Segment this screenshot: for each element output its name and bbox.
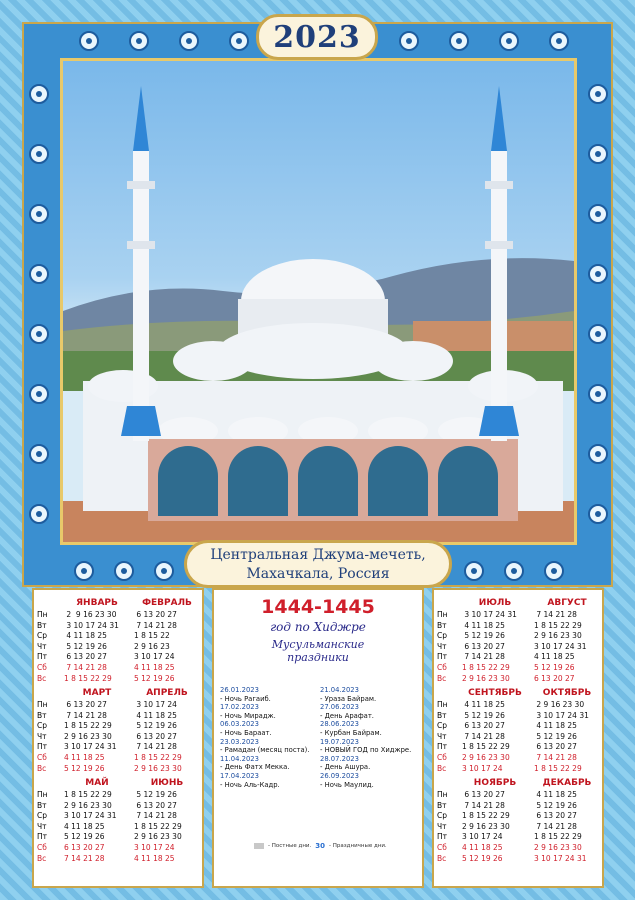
day-name: Ср — [437, 721, 447, 731]
week-row: 1 8 15 22 29 — [462, 811, 510, 821]
week-row: 1 8 15 22 29 — [64, 790, 112, 799]
arched-window — [158, 446, 218, 516]
week-row: 6 13 20 27 — [134, 731, 177, 741]
month-name: МАЙ — [85, 778, 109, 788]
week-row: 6 13 20 27 — [534, 811, 577, 821]
mosque-illustration — [63, 61, 574, 542]
ornament-icon — [29, 324, 49, 344]
week-row: 7 14 21 28 — [534, 821, 577, 831]
side-dome-right — [373, 341, 453, 381]
week-row: 3 10 17 24 31 — [534, 641, 587, 651]
month-name: АВГУСТ — [547, 598, 587, 608]
ornament-icon — [114, 561, 134, 581]
week-row: 7 14 21 28 — [534, 752, 577, 762]
day-name: Ср — [437, 631, 447, 641]
week-row: 7 14 21 28 — [534, 610, 577, 619]
ornament-icon — [154, 561, 174, 581]
ornament-icon — [29, 144, 49, 164]
week-row: 5 12 19 26 — [134, 790, 177, 799]
day-name: Чт — [37, 821, 47, 831]
arched-window — [368, 446, 428, 516]
week-row: 4 11 18 25 — [64, 631, 107, 641]
week-row: 4 11 18 25 — [134, 853, 175, 863]
day-name: Сб — [37, 842, 47, 852]
day-name: Пт — [437, 832, 448, 842]
day-name: Вс — [37, 673, 47, 683]
week-row: 2 9 16 23 30 — [462, 821, 510, 831]
ornament-icon — [588, 444, 608, 464]
week-row: 7 14 21 28 — [462, 731, 505, 741]
caption-line-1: Центральная Джума-мечеть, — [210, 547, 426, 563]
day-name: Пн — [37, 790, 48, 799]
day-name: Вт — [37, 710, 47, 720]
holiday-date: 26.01.2023 — [220, 686, 259, 694]
day-names — [437, 790, 463, 864]
week-row: 6 13 20 27 — [64, 700, 107, 709]
ornament-icon — [588, 144, 608, 164]
holiday-name: - Ночь Бараат. — [220, 728, 272, 737]
side-dome-left — [173, 341, 253, 381]
week-row: 2 9 16 23 30 — [534, 631, 582, 641]
day-names — [37, 610, 63, 684]
holiday-name: - День Ашура. — [320, 763, 371, 772]
caption-line-2: Махачкала, Россия — [246, 566, 390, 582]
week-row: 1 8 15 22 29 — [64, 721, 112, 731]
day-name: Пт — [37, 832, 48, 842]
week-row: 6 13 20 27 — [134, 610, 177, 619]
holiday-date: 17.02.2023 — [220, 703, 259, 712]
month-september — [462, 686, 528, 774]
ornament-row-top-left — [64, 30, 264, 52]
arched-window — [228, 446, 288, 516]
day-name: Сб — [437, 752, 447, 762]
quarter-4 — [434, 596, 602, 682]
week-row: 7 14 21 28 — [134, 620, 177, 630]
ornament-icon — [504, 561, 524, 581]
month-may — [64, 776, 130, 864]
holiday-date: 11.04.2023 — [220, 754, 259, 763]
calendar-panel-left — [32, 588, 204, 888]
day-name: Пн — [37, 610, 48, 619]
week-row: 4 11 18 25 — [462, 620, 505, 630]
week-row: 3 10 17 24 — [134, 652, 175, 662]
day-name: Вт — [437, 800, 447, 810]
mosque-photo — [60, 58, 577, 545]
ornament-row-bottom-left — [64, 560, 184, 582]
holiday-date: 17.04.2023 — [220, 771, 259, 780]
day-name: Вс — [437, 853, 447, 863]
day-name: Сб — [37, 662, 47, 672]
holidays-heading-line-1: Мусульманские — [271, 638, 365, 651]
week-row: 7 14 21 28 — [64, 662, 107, 672]
day-name: Вс — [437, 763, 447, 773]
week-row: 3 10 17 24 31 — [534, 853, 587, 863]
holiday-name: - Ночь Аль-Кадр. — [220, 780, 280, 789]
week-row: 3 10 17 24 — [134, 842, 175, 852]
minaret-balcony — [127, 181, 155, 189]
week-row: 4 11 18 25 — [462, 842, 503, 852]
week-row: 5 12 19 26 — [462, 631, 505, 641]
week-row: 2 9 16 23 30 — [534, 700, 585, 709]
day-name: Пт — [437, 652, 448, 662]
legend — [254, 842, 387, 850]
ornament-row-top-right — [384, 30, 584, 52]
week-row: 4 11 18 25 — [64, 752, 105, 762]
hijri-subtitle: год по Хиджре — [270, 620, 366, 634]
week-row: 6 13 20 27 — [64, 652, 107, 662]
holidays-column-1 — [220, 686, 320, 789]
week-row: 3 10 17 24 — [462, 832, 503, 842]
month-name: ДЕКАБРЬ — [542, 778, 592, 788]
week-row: 5 12 19 26 — [134, 673, 175, 683]
quarter-2 — [34, 686, 202, 772]
ornament-column-left — [28, 64, 50, 544]
week-row: 1 8 15 22 29 — [462, 662, 510, 672]
week-row: 1 8 15 22 — [134, 631, 170, 641]
legend-holidays: - Праздничные дни. — [329, 843, 387, 849]
day-names — [37, 700, 63, 774]
ornament-icon — [229, 31, 249, 51]
day-name: Сб — [37, 752, 47, 762]
week-row: 3 10 17 24 31 — [64, 742, 117, 752]
week-row: 6 13 20 27 — [462, 721, 505, 731]
ornament-icon — [399, 31, 419, 51]
week-row: 4 11 18 25 — [534, 790, 577, 799]
ornament-icon — [499, 31, 519, 51]
holiday-name: - Ночь Мирадж. — [220, 711, 276, 720]
holiday-name: - День Арафат. — [320, 711, 374, 720]
week-row: 5 12 19 26 — [134, 721, 177, 731]
week-row: 7 14 21 28 — [64, 853, 105, 863]
holiday-date: 21.04.2023 — [320, 686, 359, 694]
day-name: Ср — [437, 811, 447, 821]
holiday-date: 06.03.2023 — [220, 720, 259, 729]
month-june — [134, 776, 200, 864]
week-row: 3 10 17 24 31 — [64, 811, 117, 821]
hijri-years: 1444-1445 — [261, 596, 375, 618]
ornament-icon — [588, 84, 608, 104]
ornament-icon — [588, 264, 608, 284]
holiday-name: - Ураза Байрам. — [320, 694, 377, 703]
day-name: Чт — [437, 731, 447, 741]
week-row: 2 9 16 23 30 — [462, 673, 510, 683]
ornament-icon — [588, 384, 608, 404]
minaret-base — [121, 406, 161, 436]
quarter-5 — [434, 686, 602, 772]
day-name: Вс — [37, 763, 47, 773]
minaret-right-spire — [491, 86, 507, 151]
arched-window — [438, 446, 498, 516]
minaret-left-spire — [133, 86, 149, 151]
week-row: 4 11 18 25 — [64, 821, 105, 831]
week-row: 1 8 15 22 29 — [462, 742, 510, 752]
week-row: 1 8 15 22 29 — [64, 673, 112, 683]
month-july — [462, 596, 528, 684]
day-name: Вт — [37, 620, 47, 630]
holiday-date: 19.07.2023 — [320, 737, 359, 746]
ornament-icon — [79, 31, 99, 51]
ornament-icon — [29, 84, 49, 104]
week-row: 7 14 21 28 — [134, 811, 177, 821]
holiday-name: - Ночь Рагаиб. — [220, 694, 271, 703]
ornament-icon — [29, 204, 49, 224]
holidays-heading — [214, 638, 422, 664]
holiday-name: - Рамадан (месяц поста). — [220, 746, 310, 755]
day-names — [37, 790, 63, 864]
photo-caption — [184, 540, 452, 588]
quarter-6 — [434, 776, 602, 862]
week-row: 5 12 19 26 — [64, 763, 105, 773]
week-row: 1 8 15 22 29 — [134, 821, 182, 831]
week-row: 6 13 20 27 — [462, 790, 505, 799]
ornament-icon — [449, 31, 469, 51]
ornament-icon — [29, 444, 49, 464]
minaret-balcony — [485, 241, 513, 249]
day-name: Пн — [37, 700, 48, 709]
month-name: ИЮНЬ — [150, 778, 184, 788]
week-row: 3 10 17 24 31 — [534, 710, 589, 720]
week-row: 2 9 16 23 — [134, 641, 170, 651]
day-name: Пн — [437, 610, 448, 619]
week-row: 2 9 16 23 30 — [462, 752, 510, 762]
holiday-name: - Ночь Маулид. — [320, 780, 374, 789]
holiday-date: 26.09.2023 — [320, 771, 359, 780]
week-row: 4 11 18 25 — [534, 652, 575, 662]
day-name: Вт — [437, 620, 447, 630]
day-name: Вс — [37, 853, 47, 863]
ornament-icon — [179, 31, 199, 51]
month-name: ФЕВРАЛЬ — [142, 598, 192, 608]
ornament-icon — [549, 31, 569, 51]
week-row: 2 9 16 23 30 — [64, 731, 112, 741]
ornament-icon — [588, 324, 608, 344]
week-row: 4 11 18 25 — [134, 662, 175, 672]
ornament-icon — [588, 504, 608, 524]
week-row: 6 13 20 27 — [462, 641, 505, 651]
day-names — [437, 700, 463, 774]
day-name: Пт — [437, 742, 448, 752]
week-row: 5 12 19 26 — [462, 710, 505, 720]
month-name: СЕНТЯБРЬ — [468, 688, 522, 698]
day-name: Сб — [437, 842, 447, 852]
week-row: 2 9 16 23 30 — [134, 763, 182, 773]
week-row: 3 10 17 24 — [134, 700, 177, 709]
week-row: 5 12 19 26 — [462, 853, 503, 863]
week-row: 4 11 18 25 — [534, 721, 577, 731]
minaret-balcony — [127, 241, 155, 249]
day-name: Ср — [37, 631, 47, 641]
legend-fast-days: - Постные дни. — [268, 843, 312, 849]
day-name: Вт — [437, 710, 447, 720]
day-name: Пн — [437, 700, 448, 709]
day-name: Чт — [437, 821, 447, 831]
minaret-base — [479, 406, 519, 436]
month-march — [64, 686, 130, 774]
week-row: 3 10 17 24 31 — [462, 610, 517, 619]
week-row: 7 14 21 28 — [134, 742, 177, 752]
week-row: 6 13 20 27 — [534, 742, 577, 752]
holiday-name: - День Фатх Мекка. — [220, 763, 290, 772]
holiday-number-sample: 30 — [315, 842, 326, 850]
quarter-3 — [34, 776, 202, 862]
month-october — [534, 686, 600, 774]
day-name: Ср — [37, 721, 47, 731]
week-row: 5 12 19 26 — [64, 641, 107, 651]
day-name: Вс — [437, 673, 447, 683]
week-row: 4 11 18 25 — [462, 700, 505, 709]
week-row: 2 9 16 23 30 — [534, 842, 582, 852]
week-row: 3 10 17 24 — [462, 763, 503, 773]
ornament-row-bottom-right — [454, 560, 574, 582]
holiday-name: - НОВЫЙ ГОД по Хиджре. — [320, 746, 412, 755]
month-name: ИЮЛЬ — [478, 598, 512, 608]
fast-day-swatch — [254, 843, 264, 849]
holiday-date: 23.03.2023 — [220, 737, 259, 746]
day-name: Пт — [37, 742, 48, 752]
week-row: 6 13 20 27 — [64, 842, 105, 852]
month-february — [134, 596, 200, 684]
holidays-heading-line-2: праздники — [287, 651, 349, 664]
week-row: 1 8 15 22 29 — [134, 752, 182, 762]
holiday-date: 28.06.2023 — [320, 720, 359, 729]
day-name: Сб — [437, 662, 447, 672]
week-row: 7 14 21 28 — [64, 710, 107, 720]
week-row: 1 8 15 22 29 — [534, 832, 582, 842]
month-name: ЯНВАРЬ — [76, 598, 118, 608]
day-name: Вт — [37, 800, 47, 810]
ornament-icon — [588, 204, 608, 224]
minaret-left — [133, 151, 149, 441]
week-row: 2 9 16 23 30 — [64, 610, 117, 619]
day-name: Пт — [37, 652, 48, 662]
week-row: 7 14 21 28 — [462, 800, 505, 810]
day-names — [437, 610, 463, 684]
month-december — [534, 776, 600, 864]
ornament-icon — [129, 31, 149, 51]
month-april — [134, 686, 200, 774]
week-row: 5 12 19 26 — [64, 832, 105, 842]
ornament-icon — [29, 504, 49, 524]
ornament-icon — [74, 561, 94, 581]
ornament-column-right — [587, 64, 609, 544]
month-november — [462, 776, 528, 864]
minaret-right — [491, 151, 507, 441]
ornament-icon — [29, 264, 49, 284]
month-name: ОКТЯБРЬ — [542, 688, 592, 698]
week-row: 4 11 18 25 — [134, 710, 177, 720]
ornament-icon — [29, 384, 49, 404]
minaret-balcony — [485, 181, 513, 189]
month-name: МАРТ — [82, 688, 112, 698]
holidays-panel — [212, 588, 424, 888]
day-name: Ср — [37, 811, 47, 821]
week-row: 2 9 16 23 30 — [134, 832, 182, 842]
week-row: 1 8 15 22 29 — [534, 763, 582, 773]
month-january — [64, 596, 130, 684]
ornament-icon — [544, 561, 564, 581]
day-name: Чт — [437, 641, 447, 651]
week-row: 5 12 19 26 — [534, 731, 577, 741]
month-name: НОЯБРЬ — [473, 778, 517, 788]
week-row: 3 10 17 24 31 — [64, 620, 119, 630]
holidays-column-2 — [320, 686, 420, 789]
week-row: 5 12 19 26 — [534, 662, 575, 672]
week-row: 7 14 21 28 — [462, 652, 505, 662]
month-august — [534, 596, 600, 684]
calendar-panel-right — [432, 588, 604, 888]
week-row: 1 8 15 22 29 — [534, 620, 582, 630]
week-row: 6 13 20 27 — [534, 673, 575, 683]
day-name: Пн — [437, 790, 448, 799]
quarter-1 — [34, 596, 202, 682]
ornament-icon — [464, 561, 484, 581]
week-row: 2 9 16 23 30 — [64, 800, 112, 810]
month-name: АПРЕЛЬ — [146, 688, 188, 698]
holiday-date: 28.07.2023 — [320, 754, 359, 763]
week-row: 5 12 19 26 — [534, 800, 577, 810]
arched-window — [298, 446, 358, 516]
year-title: 2023 — [256, 14, 378, 60]
day-name: Чт — [37, 641, 47, 651]
holiday-name: - Курбан Байрам. — [320, 728, 382, 737]
day-name: Чт — [37, 731, 47, 741]
holiday-date: 27.06.2023 — [320, 703, 359, 712]
week-row: 6 13 20 27 — [134, 800, 177, 810]
